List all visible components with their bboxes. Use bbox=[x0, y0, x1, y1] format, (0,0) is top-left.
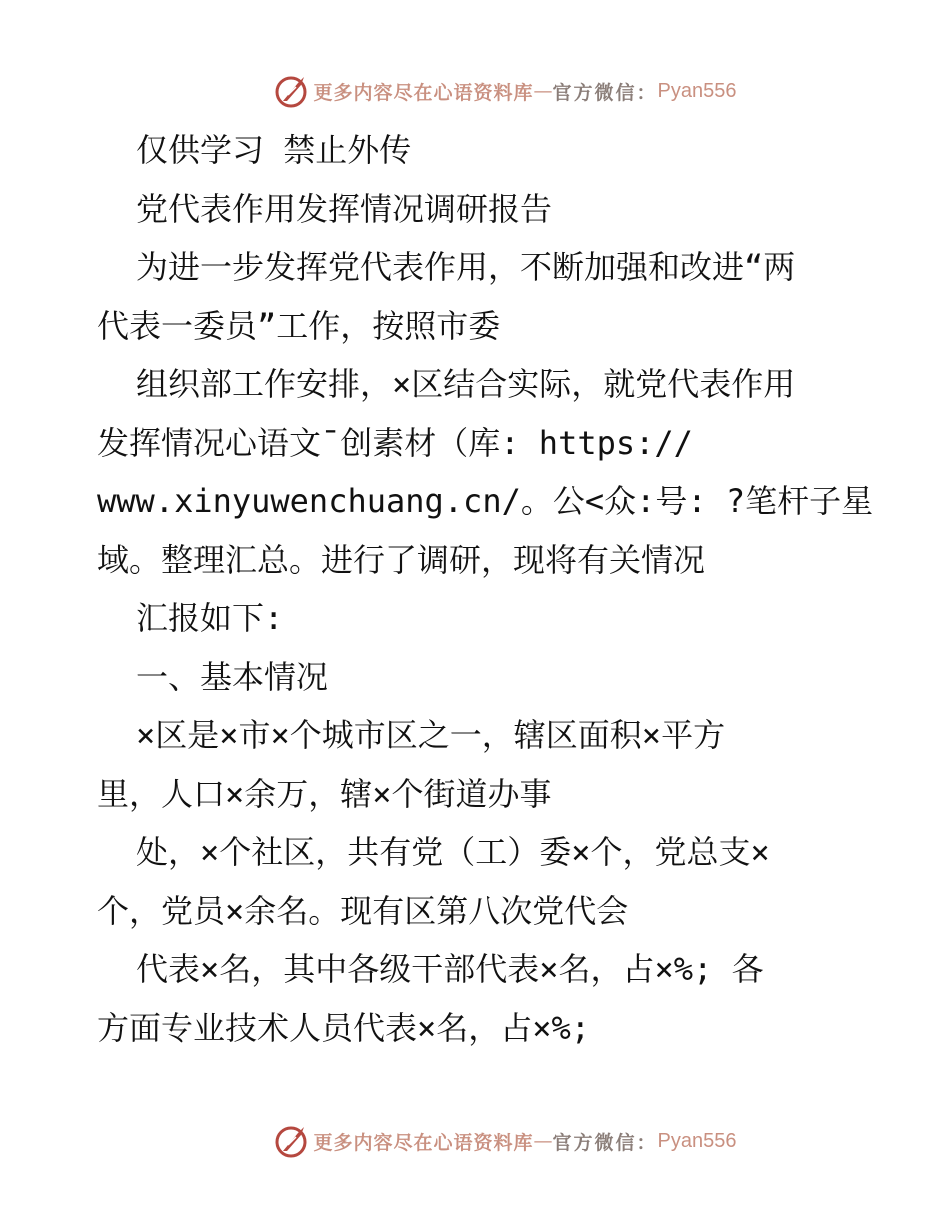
paragraph-line: 方面专业技术人员代表×名，占×%; bbox=[97, 1008, 591, 1047]
paragraph-line: 里，人口×余万，辖×个街道办事 bbox=[97, 774, 552, 813]
notice-line: 仅供学习 禁止外传 bbox=[136, 131, 412, 169]
paragraph-line: ×区是×市×个城市区之一，辖区面积×平方 bbox=[136, 716, 726, 754]
paragraph-line: 域。整理汇总。进行了调研，现将有关情况 bbox=[97, 540, 706, 579]
quill-logo-icon bbox=[274, 73, 310, 109]
watermark-wechat-id: Pyan556 bbox=[657, 79, 737, 102]
watermark-dash: — bbox=[533, 1130, 553, 1152]
paragraph-line: 组织部工作安排，×区结合实际，就党代表作用 bbox=[136, 365, 796, 403]
watermark-banner-top bbox=[0, 71, 950, 111]
watermark-brand: 更多内容尽在心语资料库 bbox=[313, 81, 534, 104]
watermark-wechat-label: 官方微信： bbox=[552, 1131, 658, 1154]
paragraph-line: 个，党员×余名。现有区第八次党代会 bbox=[97, 891, 629, 930]
section-heading: 一、基本情况 bbox=[136, 657, 329, 696]
paragraph-line: www.xinyuwenchuang.cn/。公<众:号: ?笔杆子星 bbox=[97, 482, 874, 520]
watermark-banner-bottom bbox=[0, 1121, 950, 1161]
paragraph-line: 处，×个社区，共有党（工）委×个，党总支× bbox=[136, 833, 770, 871]
document-body bbox=[97, 121, 874, 1057]
quill-logo-icon bbox=[274, 1123, 310, 1159]
watermark-brand: 更多内容尽在心语资料库 bbox=[313, 1131, 534, 1154]
document-title: 党代表作用发挥情况调研报告 bbox=[136, 189, 553, 228]
paragraph-line: 代表×名，其中各级干部代表×名，占×%; 各 bbox=[136, 950, 764, 988]
watermark-wechat-id: Pyan556 bbox=[657, 1129, 737, 1152]
paragraph-line: 代表一委员”工作，按照市委 bbox=[97, 306, 501, 345]
paragraph-line: 发挥情况心语文¯创素材（库: https:// bbox=[97, 423, 693, 462]
paragraph-line: 为进一步发挥党代表作用，不断加强和改进“两 bbox=[136, 248, 796, 286]
watermark-dash: — bbox=[533, 80, 553, 102]
watermark-wechat-label: 官方微信： bbox=[552, 81, 658, 104]
paragraph-line: 汇报如下: bbox=[136, 599, 284, 637]
